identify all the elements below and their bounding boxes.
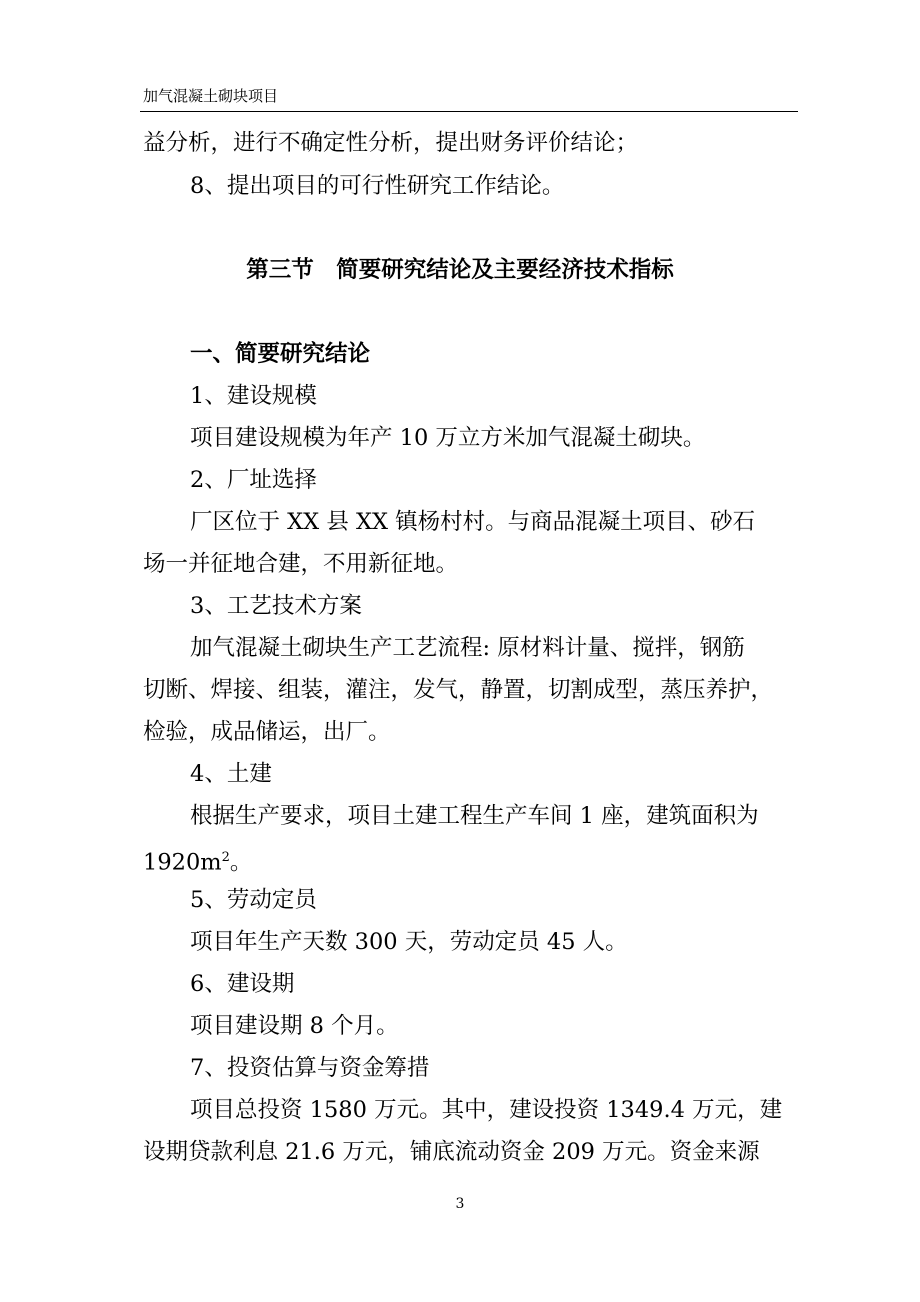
paragraph-line: 设期贷款利息 21.6 万元，铺底流动资金 209 万元。资金来源 (143, 1139, 760, 1165)
paragraph-line: 8、提出项目的可行性研究工作结论。 (190, 173, 565, 199)
item-heading: 3、工艺技术方案 (190, 593, 362, 619)
item-heading: 1、建设规模 (190, 383, 317, 409)
page-header: 加气混凝土砌块项目 (143, 87, 279, 105)
item-heading: 2、厂址选择 (190, 467, 317, 493)
paragraph-line: 项目总投资 1580 万元。其中，建设投资 1349.4 万元，建 (190, 1097, 783, 1123)
paragraph-line: 益分析，进行不确定性分析，提出财务评价结论； (143, 130, 639, 156)
item-heading: 4、土建 (190, 761, 272, 787)
paragraph-line: 厂区位于 XX 县 XX 镇杨村村。与商品混凝土项目、砂石 (190, 509, 756, 535)
paragraph-line: 检验，成品储运，出厂。 (143, 719, 391, 745)
paragraph-line: 项目建设期 8 个月。 (190, 1013, 399, 1039)
paragraph-line (143, 843, 252, 878)
period: 。 (229, 849, 253, 876)
paragraph-line: 切断、焊接、组装，灌注，发气，静置，切割成型，蒸压养护， (143, 677, 774, 703)
paragraph-line: 场一并征地合建，不用新征地。 (143, 551, 459, 577)
paragraph-line: 加气混凝土砌块生产工艺流程: 原材料计量、搅拌，钢筋 (190, 635, 745, 661)
superscript: 2 (221, 850, 230, 865)
item-heading: 5、劳动定员 (190, 887, 317, 913)
page-number: 3 (455, 1196, 465, 1212)
paragraph-line: 根据生产要求，项目土建工程生产车间 1 座，建筑面积为 (190, 803, 759, 829)
section-heading: 第三节 简要研究结论及主要经济技术指标 (246, 257, 674, 283)
header-rule (140, 111, 798, 112)
paragraph-line: 项目年生产天数 300 天，劳动定员 45 人。 (190, 929, 628, 955)
paragraph-line: 项目建设规模为年产 10 万立方米加气混凝土砌块。 (190, 425, 706, 451)
subsection-heading: 一、简要研究结论 (190, 341, 371, 367)
item-heading: 7、投资估算与资金筹措 (190, 1055, 430, 1081)
item-heading: 6、建设期 (190, 971, 295, 997)
area-value: 1920m (143, 849, 222, 876)
